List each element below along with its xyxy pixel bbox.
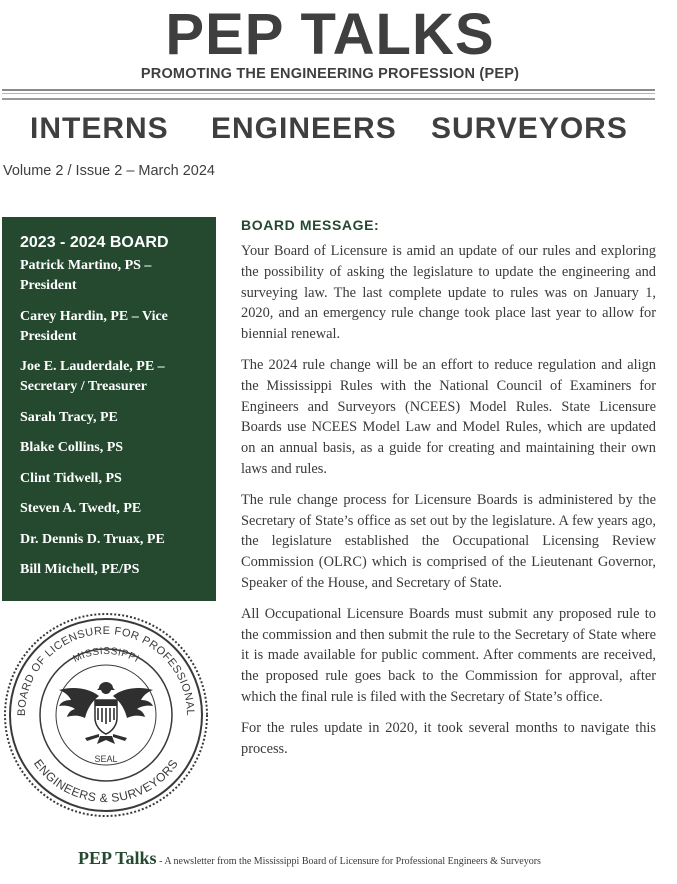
audience-categories (0, 112, 660, 152)
board-member: Steven A. Twedt, PE (20, 501, 142, 516)
category-engineers: ENGINEERS (211, 112, 397, 145)
board-seal (3, 612, 209, 818)
seal-bottom-text: ENGINEERS & SURVEYORS (30, 756, 182, 806)
board-member: Clint Tidwell, PS (20, 470, 122, 486)
eagle-icon (59, 682, 153, 744)
seal-outer-text: BOARD OF LICENSURE FOR PROFESSIONAL (15, 624, 197, 717)
article-paragraph: The rule change process for Licensure Boards is administered by the Secretary of State’s office as set out by the legislature. A few years ago, the legislature established the Occupational Licensing Review Commission (OLRC) which is comprised of the Lieutenant Governor, Speaker of the House, and Secretary of State. (241, 491, 656, 591)
board-member: Blake Collins, PS (20, 440, 124, 455)
header-divider (2, 93, 655, 94)
issue-info: Volume 2 / Issue 2 – March 2024 (3, 163, 215, 179)
article-paragraph: Your Board of Licensure is amid an update of our rules and exploring the possibility of asking the legislature to update the engineering and surveying law. The last complete update to rules was on January 1, 2020, and an emergency rule change took place last year to allow for biennial renewal. (241, 243, 656, 343)
newsletter-title: PEP TALKS (165, 2, 495, 67)
footer-tagline: - A newsletter from the Mississippi Board of Licensure for Professional Engineers & Surveyors (156, 856, 541, 867)
article-paragraph: The 2024 rule change will be an effort to reduce regulation and align the Mississippi Rules with the National Council of Examiners for Engineers and Surveyors (NCEES) Model Rules. State Licensure Boards use NCEES Model Law and Model Rules, which are updated on an annual basis, as a guide for creating and maintaining their own laws and rules. (241, 356, 656, 477)
seal-label: SEAL (94, 754, 118, 764)
svg-text:MISSISSIPPI (71, 646, 140, 665)
page-footer (78, 848, 668, 869)
board-member: Joe E. Lauderdale, PE – Secretary / Treasurer (20, 359, 165, 394)
newsletter-subtitle: PROMOTING THE ENGINEERING PROFESSION (PEP) (140, 66, 520, 82)
board-title: 2023 - 2024 BOARD (20, 234, 169, 251)
board-member: Bill Mitchell, PE/PS (20, 562, 140, 577)
article-paragraph: For the rules update in 2020, it took several months to navigate this process. (241, 719, 656, 757)
category-surveyors: SURVEYORS (431, 112, 628, 145)
seal-inner-text: MISSISSIPPI (71, 645, 141, 666)
article-paragraph: All Occupational Licensure Boards must submit any proposed rule to the commission and then submit the rule to the Secretary of State where it is made available for public comment. After comments are received, the proposed rule goes back to the Commission for approval, after which the final rule is filed with the Secretary of State’s office. (241, 605, 656, 705)
header-divider (2, 98, 655, 100)
header-divider (2, 89, 655, 91)
board-member: Patrick Martino, PS – President (20, 258, 152, 293)
board-member: Carey Hardin, PE – Vice President (20, 308, 168, 344)
board-sidebar (2, 217, 216, 601)
board-message (241, 217, 656, 769)
footer-newsletter-name: PEP Talks (78, 848, 157, 868)
board-member: Sarah Tracy, PE (20, 409, 118, 425)
article-heading: BOARD MESSAGE: (241, 217, 380, 233)
board-member: Dr. Dennis D. Truax, PE (20, 531, 165, 547)
category-interns: INTERNS (30, 112, 169, 145)
